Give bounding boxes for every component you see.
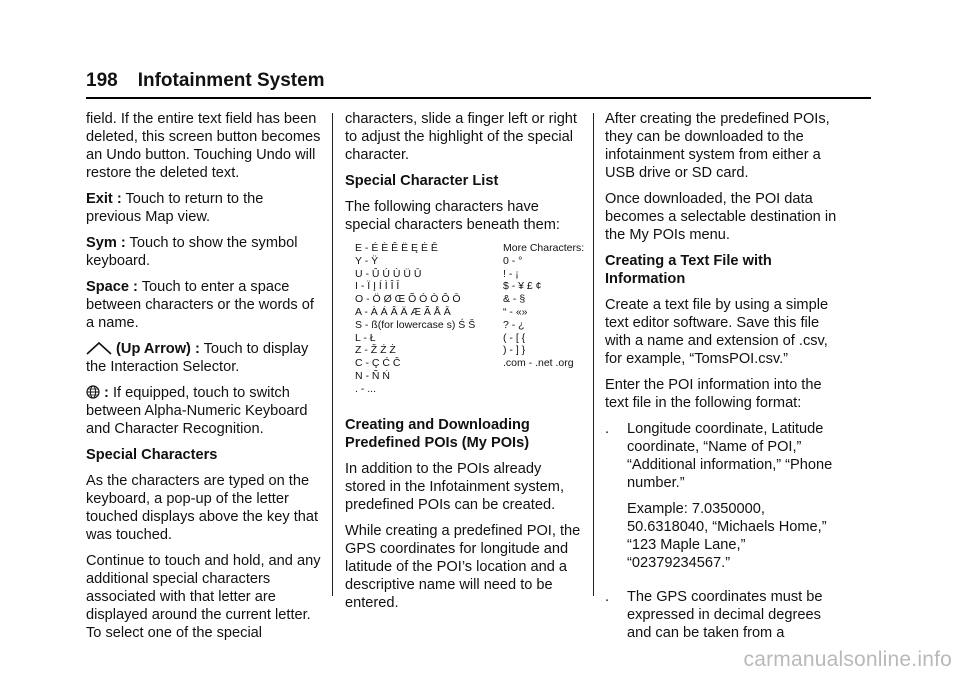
character-row: & - § [503, 293, 526, 306]
exit-text: Touch to return to the previous Map view. [86, 191, 264, 225]
character-row: C - Ç Ć Č [355, 357, 401, 370]
character-row: ? - ¿ [503, 318, 525, 331]
space-text: Touch to enter a space between characters or the words of a name. [86, 279, 314, 331]
format-example: Example: 7.0350000, 50.6318040, “Michaels Home,” “123 Maple Lane,” “02379234567.” [627, 501, 827, 571]
list-item-body [627, 588, 845, 650]
globe-definition [86, 384, 322, 438]
list-item-text: Longitude coordinate, Latitude coordinate, “Name of POI,” “Additional information,” “Phone number.” [627, 421, 833, 491]
character-row: “ - «» [503, 305, 528, 318]
character-row: ! - ¡ [503, 267, 519, 280]
character-row: E - É È Ê Ë Ę Ė Ē [355, 242, 438, 254]
paragraph: field. If the entire text field has been deleted, this screen button becomes an Undo button. Touching Undo will restore the deleted text. [86, 111, 321, 181]
paragraph: In addition to the POIs already stored in the Infotainment system, predefined POIs can be created. [345, 460, 565, 513]
uparrow-definition [86, 340, 322, 376]
up-arrow-icon [86, 341, 112, 357]
character-row: U - Û Ú Ù Ü Ū [355, 267, 422, 280]
special-character-table [355, 242, 583, 396]
character-row: S - ß(for lowercase s) Ś Š [355, 318, 476, 331]
sym-definition [86, 234, 322, 270]
space-term: Space : [86, 279, 138, 295]
character-row: .com - .net .org [503, 357, 574, 370]
special-character-list-heading: Special Character List [345, 173, 499, 189]
column-2 [345, 110, 583, 620]
globe-term: : [100, 385, 109, 401]
uparrow-text: Touch to display the Interaction Selector. [86, 341, 309, 375]
bullet-marker: . [605, 421, 610, 437]
globe-icon [86, 385, 100, 401]
character-row: A - À Á Â Ä Æ Ã Å Ā [355, 305, 451, 318]
uparrow-term: (Up Arrow) : [112, 341, 200, 357]
download-pois-heading: Creating and Downloading Predefined POIs (My POIs) [345, 416, 530, 451]
exit-definition [86, 190, 322, 226]
header-rule [86, 97, 871, 99]
bullet-marker: . [605, 589, 610, 605]
paragraph: While creating a predefined POI, the GPS coordinates for longitude and latitude of the POI’s location and a descriptive name will need to be entered. [345, 522, 581, 611]
list-item-body [627, 420, 845, 580]
character-row: L - Ł [355, 331, 376, 344]
text-file-heading: Creating a Text File with Information [605, 253, 772, 287]
paragraph: characters, slide a finger left or right to adjust the highlight of the special character. [345, 111, 577, 163]
paragraph: Enter the POI information into the text file in the following format: [605, 377, 822, 411]
column-1 [86, 110, 322, 650]
column-divider [593, 113, 594, 596]
character-row: ( - [ { [503, 331, 526, 344]
special-characters-heading: Special Characters [86, 447, 218, 463]
column-divider [332, 113, 333, 596]
character-row: $ - ¥ £ ¢ [503, 280, 542, 293]
character-row: 0 - ° [503, 254, 523, 267]
character-list-left [355, 242, 475, 396]
character-row: Z - Ž Ź Ż [355, 344, 396, 357]
character-row: O - Ö Ø Œ Õ Ó Ò Ô Ō [355, 293, 461, 306]
paragraph: The following characters have special characters beneath them: [345, 199, 560, 233]
list-item [605, 420, 845, 580]
list-item-text: The GPS coordinates must be expressed in decimal degrees and can be taken from a [627, 589, 823, 641]
paragraph: Create a text file by using a simple text editor software. Save this file with a name and extension of .csv, for example, “TomsPOI.csv.” [605, 297, 829, 367]
section-title: Infotainment System [137, 70, 325, 91]
page-header [86, 70, 325, 92]
character-row: . - ... [355, 382, 376, 395]
paragraph: Once downloaded, the POI data becomes a selectable destination in the My POIs menu. [605, 191, 837, 243]
globe-text: If equipped, touch to switch between Alpha-Numeric Keyboard and Character Recognition. [86, 385, 308, 437]
character-row: Y - Ÿ [355, 254, 379, 267]
character-row: More Characters: [503, 242, 585, 254]
column-3 [605, 110, 845, 658]
paragraph: As the characters are typed on the keyboard, a pop-up of the letter touched displays above the key that was touched. [86, 473, 319, 543]
page-number: 198 [86, 70, 118, 91]
character-list-right [503, 242, 583, 396]
paragraph: After creating the predefined POIs, they can be downloaded to the infotainment system from either a USB drive or SD card. [605, 111, 830, 181]
watermark: carmanualsonline.info [743, 648, 952, 671]
paragraph: Continue to touch and hold, and any additional special characters associated with that letter are displayed around the current letter. To select one of the special [86, 553, 321, 641]
sym-text: Touch to show the symbol keyboard. [86, 235, 298, 269]
character-row: I - Ï Į Í Ì Î Ī [355, 280, 400, 293]
character-row: ) - ] } [503, 344, 526, 357]
character-row: N - Ñ Ń [355, 369, 390, 382]
sym-term: Sym : [86, 235, 126, 251]
list-item [605, 588, 845, 650]
space-definition [86, 278, 322, 332]
exit-term: Exit : [86, 191, 122, 207]
